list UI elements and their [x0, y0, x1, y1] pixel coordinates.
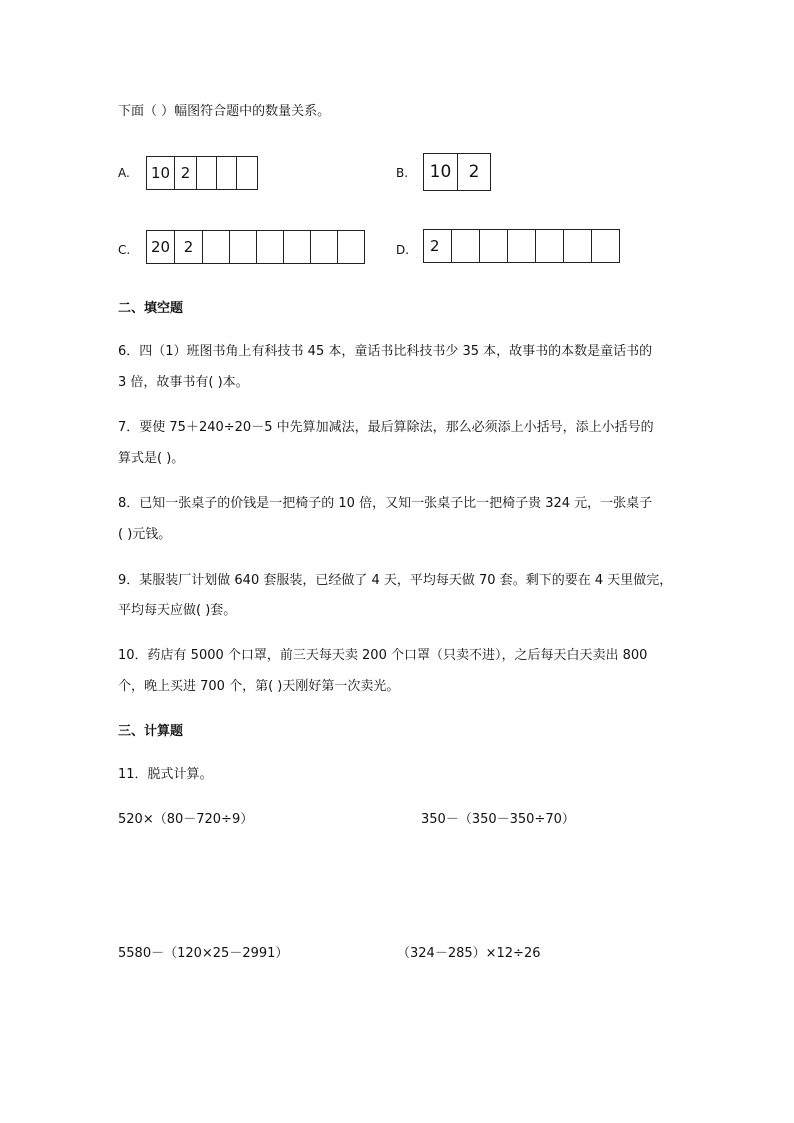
- box-cell: [203, 231, 230, 263]
- box-cell: [592, 230, 619, 262]
- calc-expression-2: 350－（350－350÷70）: [421, 812, 575, 827]
- box-cell: [338, 231, 364, 263]
- box-cell: [257, 231, 284, 263]
- box-cell: 10: [424, 154, 458, 190]
- box-cell: [217, 157, 237, 189]
- option-d-boxes[interactable]: [423, 229, 620, 263]
- question-8-line2: ( )元钱。: [118, 527, 172, 542]
- box-cell: [536, 230, 564, 262]
- question-7-line2: 算式是( )。: [118, 451, 185, 466]
- box-cell: 2: [175, 231, 203, 263]
- box-cell: [480, 230, 508, 262]
- question-7-line1: 7．要使 75＋240÷20－5 中先算加减法，最后算除法，那么必须添上小括号，添上小括号的: [118, 420, 654, 435]
- question-9-line2: 平均每天应做( )套。: [118, 603, 237, 618]
- box-cell: [230, 231, 257, 263]
- question-11: 11．脱式计算。: [118, 767, 213, 782]
- question-10-line2: 个，晚上买进 700 个，第( )天刚好第一次卖光。: [118, 679, 400, 694]
- option-d-label: D.: [396, 243, 410, 257]
- question-10-line1: 10．药店有 5000 个口罩，前三天每天卖 200 个口罩（只卖不进），之后每天白天卖出 800: [118, 648, 648, 663]
- calc-expression-3: 5580－（120×25－2991）: [118, 946, 289, 961]
- box-cell: 2: [175, 157, 197, 189]
- box-cell: [452, 230, 480, 262]
- calc-expression-1: 520×（80－720÷9）: [118, 812, 254, 827]
- box-cell: [564, 230, 592, 262]
- option-b-boxes[interactable]: [423, 153, 491, 191]
- box-cell: [197, 157, 217, 189]
- box-cell: 2: [424, 230, 452, 262]
- option-a-label: A.: [118, 166, 130, 180]
- box-cell: 10: [147, 157, 175, 189]
- calc-expression-4: （324－285）×12÷26: [397, 946, 541, 961]
- option-c-label: C.: [118, 243, 131, 257]
- box-cell: [284, 231, 311, 263]
- box-cell: 20: [147, 231, 175, 263]
- section-calc-title: 三、计算题: [118, 724, 184, 739]
- box-cell: [508, 230, 536, 262]
- question-intro: 下面（ ）幅图符合题中的数量关系。: [118, 104, 331, 119]
- option-b-label: B.: [396, 166, 409, 180]
- option-a-boxes[interactable]: [146, 156, 258, 190]
- box-cell: 2: [468, 162, 480, 182]
- question-8-line1: 8．已知一张桌子的价钱是一把椅子的 10 倍，又知一张桌子比一把椅子贵 324 元，一张桌子: [118, 496, 653, 511]
- box-cell: [237, 157, 257, 189]
- question-9-line1: 9．某服装厂计划做 640 套服装，已经做了 4 天，平均每天做 70 套。剩下的要在 4 天里做完，: [118, 573, 673, 588]
- question-6-line1: 6．四（1）班图书角上有科技书 45 本，童话书比科技书少 35 本，故事书的本数是童话书的: [118, 344, 653, 359]
- box-cell: [311, 231, 338, 263]
- option-c-boxes[interactable]: [146, 230, 365, 264]
- section-fill-in-title: 二、填空题: [118, 301, 184, 316]
- question-6-line2: 3 倍，故事书有( )本。: [118, 375, 249, 390]
